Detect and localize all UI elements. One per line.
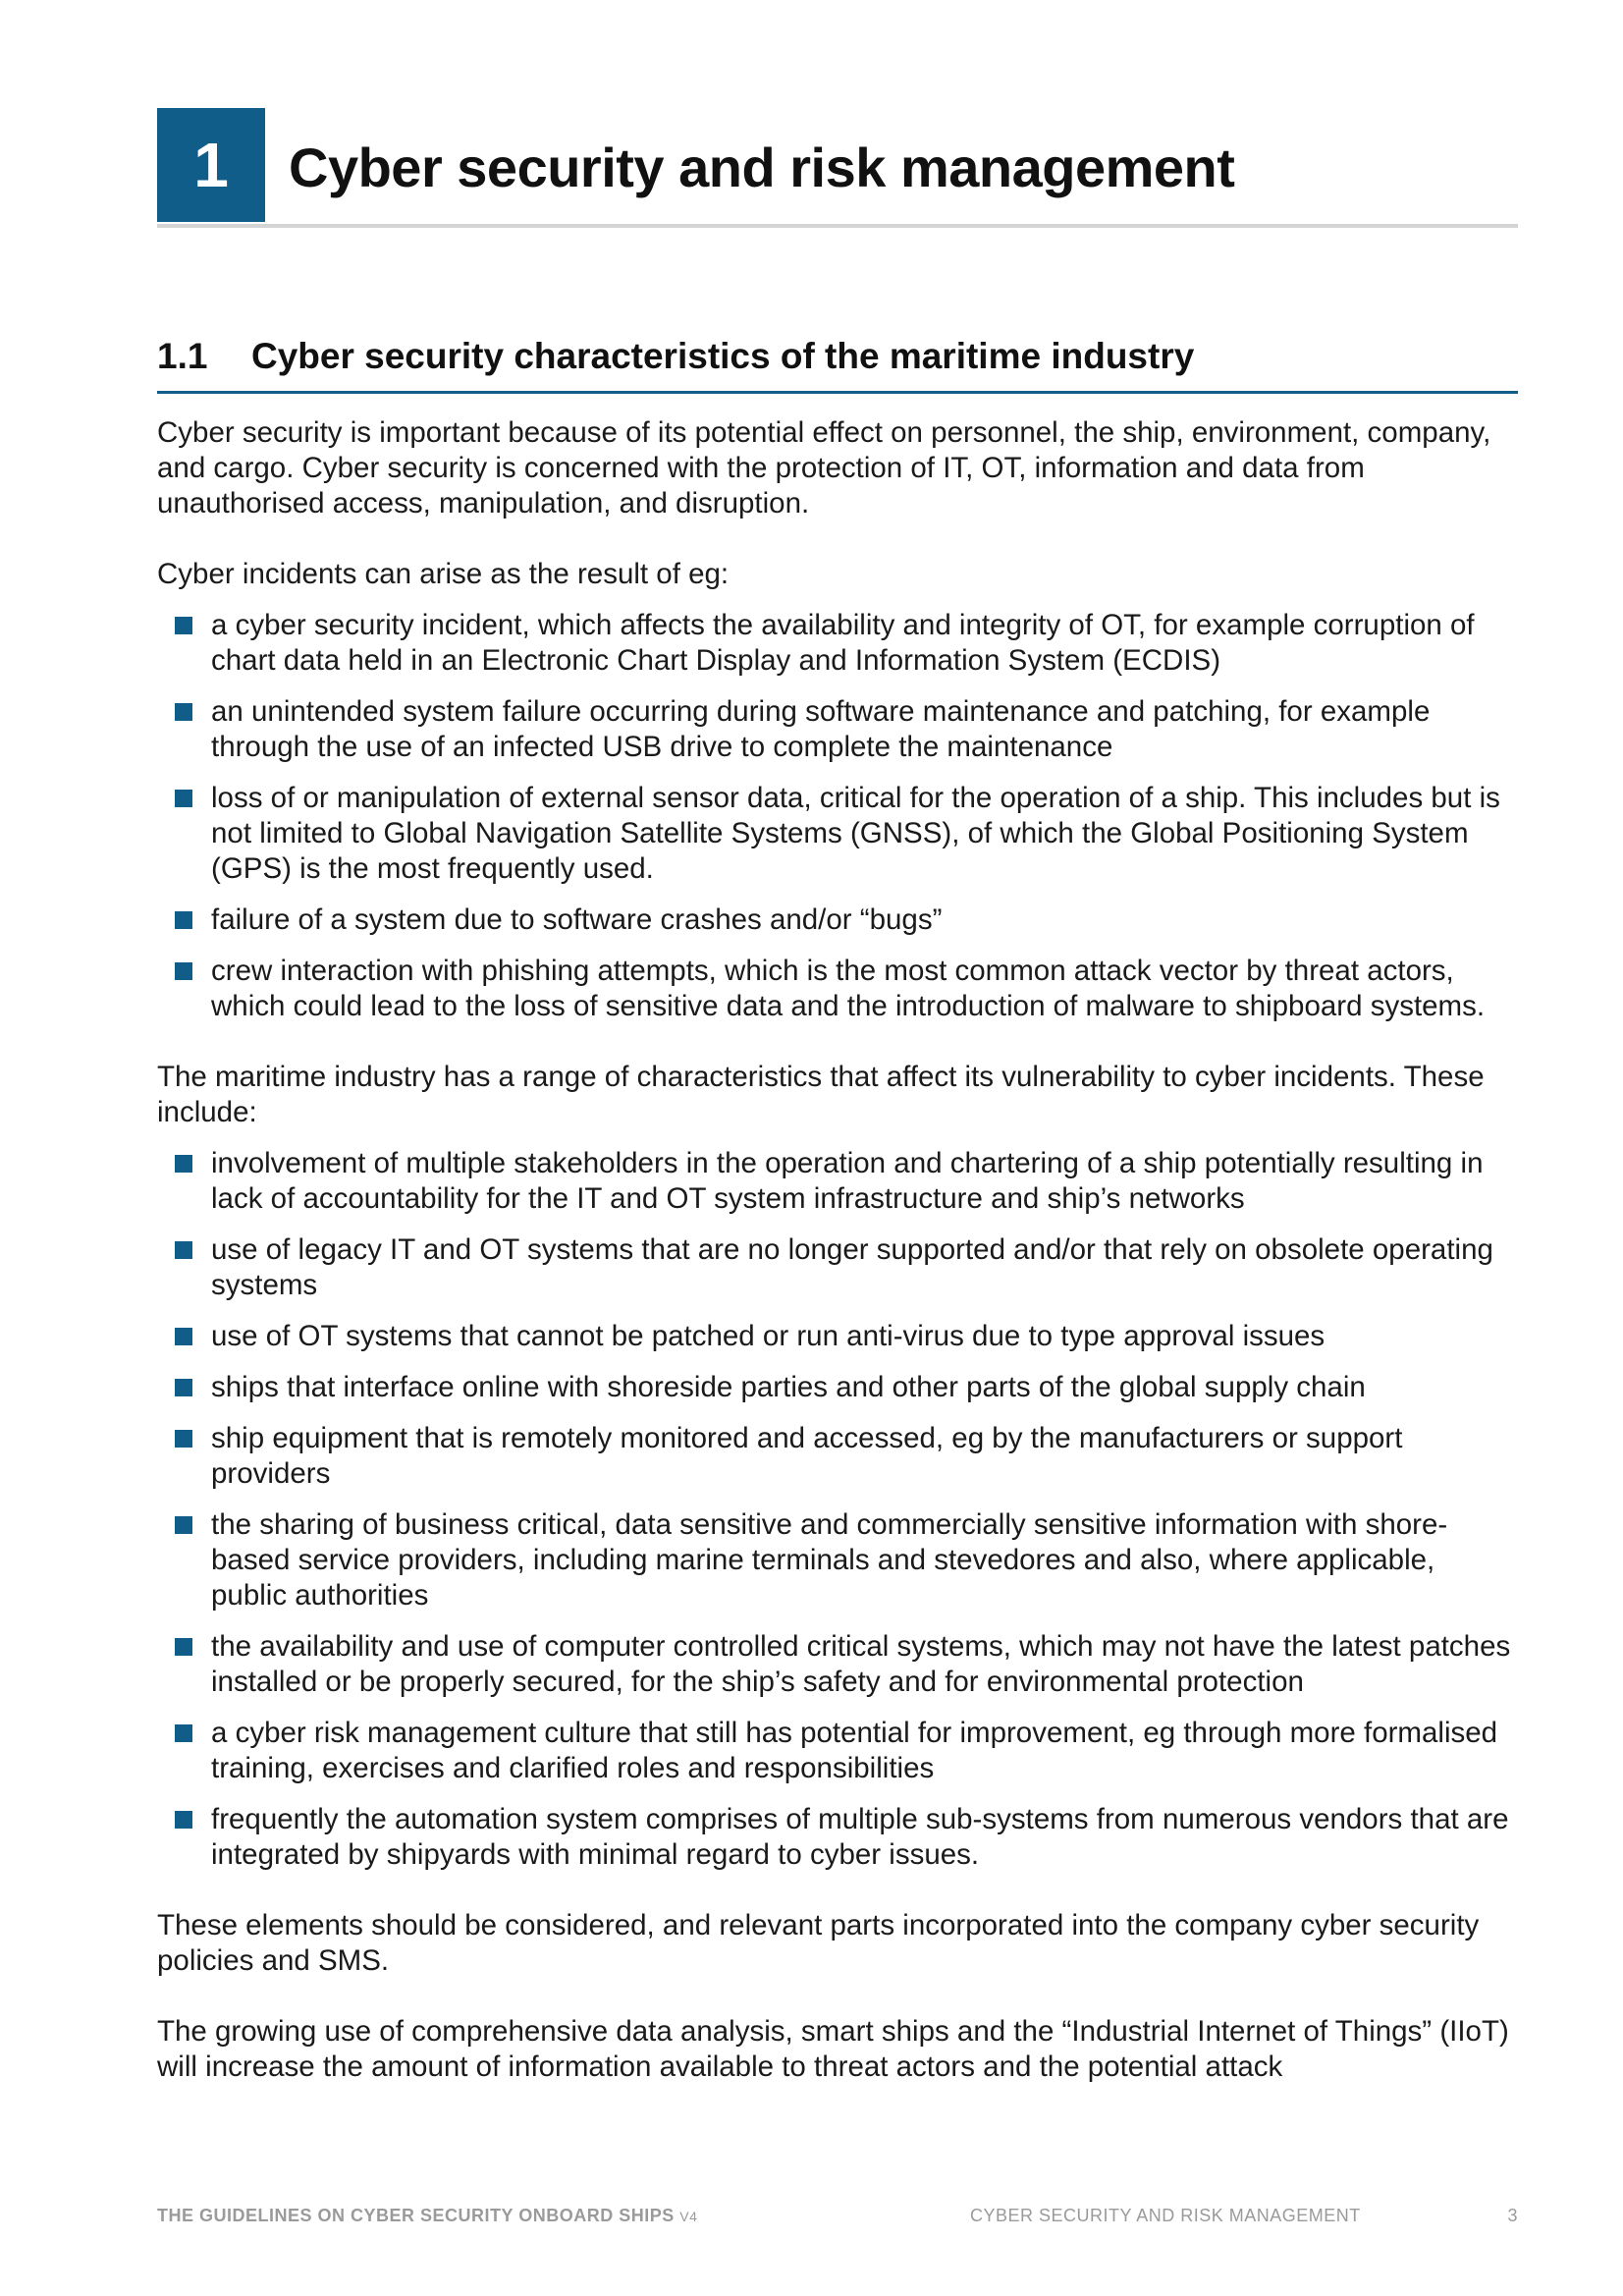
list-item xyxy=(157,1716,1518,1786)
paragraph-iiot: The growing use of comprehensive data analysis, smart ships and the “Industrial Internet of Things” (IIoT) will increase the amount of information available to threat actors and the potential attack xyxy=(157,2015,1509,2083)
bullet-square-icon xyxy=(175,1811,192,1829)
chapter-title: Cyber security and risk management xyxy=(289,137,1235,198)
section-number: 1.1 xyxy=(157,336,208,376)
list-item-text: a cyber risk management culture that still has potential for improvement, eg through more formalised training, exercises and clarified roles and responsibilities xyxy=(211,1717,1498,1784)
body-text xyxy=(157,415,1518,2085)
list-item-text: ships that interface online with shoreside parties and other parts of the global supply chain xyxy=(211,1371,1366,1403)
paragraph-considerations: These elements should be considered, and relevant parts incorporated into the company cyber security policies and SMS. xyxy=(157,1909,1480,1977)
bullet-square-icon xyxy=(175,1638,192,1656)
paragraph-incidents-lead: Cyber incidents can arise as the result of eg: xyxy=(157,558,730,590)
list-item-text: use of legacy IT and OT systems that are no longer supported and/or that rely on obsolete operating systems xyxy=(211,1233,1493,1301)
list-item xyxy=(157,781,1518,887)
bullet-square-icon xyxy=(175,1430,192,1448)
bullet-square-icon xyxy=(175,1516,192,1534)
list-item xyxy=(157,902,1518,938)
chapter-header xyxy=(157,108,1518,228)
list-item-text: the sharing of business critical, data sensitive and commercially sensitive information with shore-based service providers, including marine terminals and stevedores and also, where applicable, public authorities xyxy=(211,1508,1448,1612)
page-footer xyxy=(157,2206,1518,2235)
footer-chapter-label: CYBER SECURITY AND RISK MANAGEMENT xyxy=(970,2206,1361,2225)
bullet-square-icon xyxy=(175,703,192,721)
bullet-square-icon xyxy=(175,1328,192,1345)
bullet-square-icon xyxy=(175,1724,192,1742)
list-item-text: failure of a system due to software crashes and/or “bugs” xyxy=(211,903,943,936)
list-item-text: a cyber security incident, which affects the availability and integrity of OT, for example corruption of chart data held in an Electronic Chart Display and Information System (ECDIS) xyxy=(211,609,1475,677)
footer-doc-title-text: THE GUIDELINES ON CYBER SECURITY ONBOARD SHIPS xyxy=(157,2206,675,2225)
list-item xyxy=(157,694,1518,765)
list-item xyxy=(157,1421,1518,1492)
characteristics-bullet-list xyxy=(157,1146,1518,1873)
list-item-text: loss of or manipulation of external sensor data, critical for the operation of a ship. This includes but is not limited to Global Navigation Satellite Systems (GNSS), of which the Global Positioning System (GPS) is the most frequently used. xyxy=(211,782,1500,885)
list-item xyxy=(157,1629,1518,1700)
bullet-square-icon xyxy=(175,1155,192,1173)
list-item-text: ship equipment that is remotely monitored and accessed, eg by the manufacturers or support providers xyxy=(211,1422,1403,1490)
chapter-number-box: 1 xyxy=(157,108,265,222)
list-item-text: the availability and use of computer controlled critical systems, which may not have the latest patches installed or be properly secured, for the ship’s safety and for environmental protection xyxy=(211,1630,1511,1698)
paragraph-intro: Cyber security is important because of its potential effect on personnel, the ship, environment, company, and cargo. Cyber security is concerned with the protection of IT, OT, information and data from unauthorised access, manipulation, and disruption. xyxy=(157,416,1491,519)
bullet-square-icon xyxy=(175,962,192,980)
list-item xyxy=(157,1319,1518,1354)
page-content xyxy=(157,108,1518,2085)
footer-document-title xyxy=(157,2206,697,2226)
section-heading xyxy=(157,336,1518,394)
bullet-square-icon xyxy=(175,1379,192,1396)
list-item xyxy=(157,1370,1518,1405)
list-item-text: frequently the automation system comprises of multiple sub-systems from numerous vendors that are integrated by shipyards with minimal regard to cyber issues. xyxy=(211,1803,1509,1871)
bullet-square-icon xyxy=(175,617,192,634)
footer-page-number: 3 xyxy=(1507,2206,1518,2225)
list-item xyxy=(157,1507,1518,1613)
list-item xyxy=(157,608,1518,679)
list-item xyxy=(157,1802,1518,1873)
incident-bullet-list xyxy=(157,608,1518,1024)
bullet-square-icon xyxy=(175,790,192,807)
list-item-text: involvement of multiple stakeholders in the operation and chartering of a ship potentially resulting in lack of accountability for the IT and OT system infrastructure and ship’s networks xyxy=(211,1147,1484,1215)
footer-version: V4 xyxy=(679,2209,698,2224)
paragraph-characteristics-lead: The maritime industry has a range of characteristics that affect its vulnerability to cyber incidents. These include: xyxy=(157,1061,1485,1128)
bullet-square-icon xyxy=(175,911,192,929)
list-item-text: crew interaction with phishing attempts, which is the most common attack vector by threat actors, which could lead to the loss of sensitive data and the introduction of malware to shipboard systems. xyxy=(211,955,1486,1022)
bullet-square-icon xyxy=(175,1241,192,1259)
list-item-text: use of OT systems that cannot be patched or run anti-virus due to type approval issues xyxy=(211,1320,1325,1352)
list-item xyxy=(157,1146,1518,1217)
list-item-text: an unintended system failure occurring during software maintenance and patching, for example through the use of an infected USB drive to complete the maintenance xyxy=(211,695,1431,763)
section-title: Cyber security characteristics of the maritime industry xyxy=(251,336,1195,376)
list-item xyxy=(157,954,1518,1024)
list-item xyxy=(157,1232,1518,1303)
